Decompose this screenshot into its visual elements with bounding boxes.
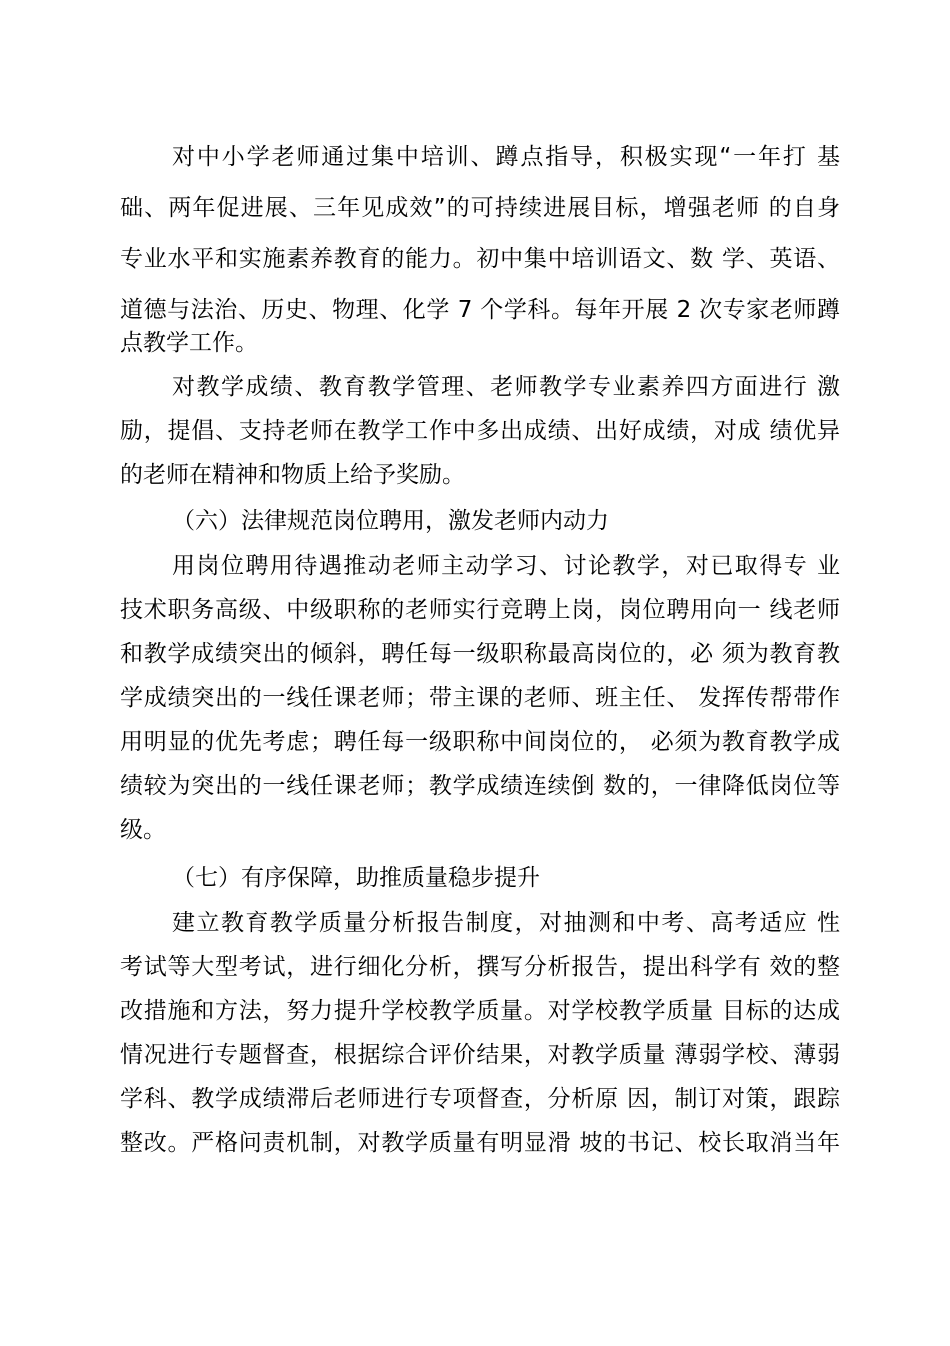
paragraph-4-line-4: 情况进行专题督查，根据综合评价结果，对教学质量 薄弱学校、薄弱 — [120, 1042, 840, 1068]
paragraph-3-line-5: 用明显的优先考虑；聘任每一级职称中间岗位的， 必须为教育教学成 — [120, 729, 840, 755]
paragraph-3-line-4: 学成绩突出的一线任课老师；带主课的老师、班主任、 发挥传帮带作 — [120, 685, 840, 711]
paragraph-3-line-3: 和教学成绩突出的倾斜，聘任每一级职称最高岗位的，必 须为教育教 — [120, 641, 840, 667]
paragraph-3-line-6: 绩较为突出的一线任课老师；教学成绩连续倒 数的，一律降低岗位等 — [120, 773, 840, 799]
paragraph-4-line-3: 改措施和方法，努力提升学校教学质量。对学校教学质量 目标的达成 — [120, 998, 840, 1024]
paragraph-2-line-3: 的老师在精神和物质上给予奖励。 — [120, 462, 465, 488]
paragraph-4-line-1: 建立教育教学质量分析报告制度，对抽测和中考、高考适应 性 — [172, 910, 840, 936]
paragraph-4-line-2: 考试等大型考试，进行细化分析，撰写分析报告，提出科学有 效的整 — [120, 954, 840, 980]
paragraph-1-line-5: 点教学工作。 — [120, 330, 258, 356]
paragraph-3-line-2: 技术职务高级、中级职称的老师实行竞聘上岗，岗位聘用向一 线老师 — [120, 597, 840, 623]
paragraph-4-line-6: 整改。严格问责机制，对教学质量有明显滑 坡的书记、校长取消当年 — [120, 1130, 840, 1156]
paragraph-1-line-4: 道德与法治、历史、物理、化学 7 个学科。每年开展 2 次专家老师蹲 — [120, 297, 840, 323]
paragraph-1-line-3: 专业水平和实施素养教育的能力。初中集中培训语文、数 学、英语、 — [120, 246, 840, 272]
paragraph-1-line-2: 础、两年促进展、三年见成效”的可持续进展目标，增强老师 的自身 — [120, 195, 840, 221]
paragraph-1-line-1: 对中小学老师通过集中培训、蹲点指导，积极实现“一年打 基 — [172, 144, 840, 170]
paragraph-2-line-2: 励，提倡、支持老师在教学工作中多出成绩、出好成绩，对成 绩优异 — [120, 418, 840, 444]
paragraph-3-line-7: 级。 — [120, 817, 166, 843]
paragraph-4-line-5: 学科、教学成绩滞后老师进行专项督查，分析原 因，制订对策，跟踪 — [120, 1086, 840, 1112]
paragraph-2-line-1: 对教学成绩、教育教学管理、老师教学专业素养四方面进行 激 — [172, 374, 840, 400]
section-heading-6: （六）法律规范岗位聘用，激发老师内动力 — [172, 508, 609, 534]
section-heading-7: （七）有序保障，助推质量稳步提升 — [172, 865, 540, 891]
paragraph-3-line-1: 用岗位聘用待遇推动老师主动学习、讨论教学，对已取得专 业 — [172, 553, 840, 579]
